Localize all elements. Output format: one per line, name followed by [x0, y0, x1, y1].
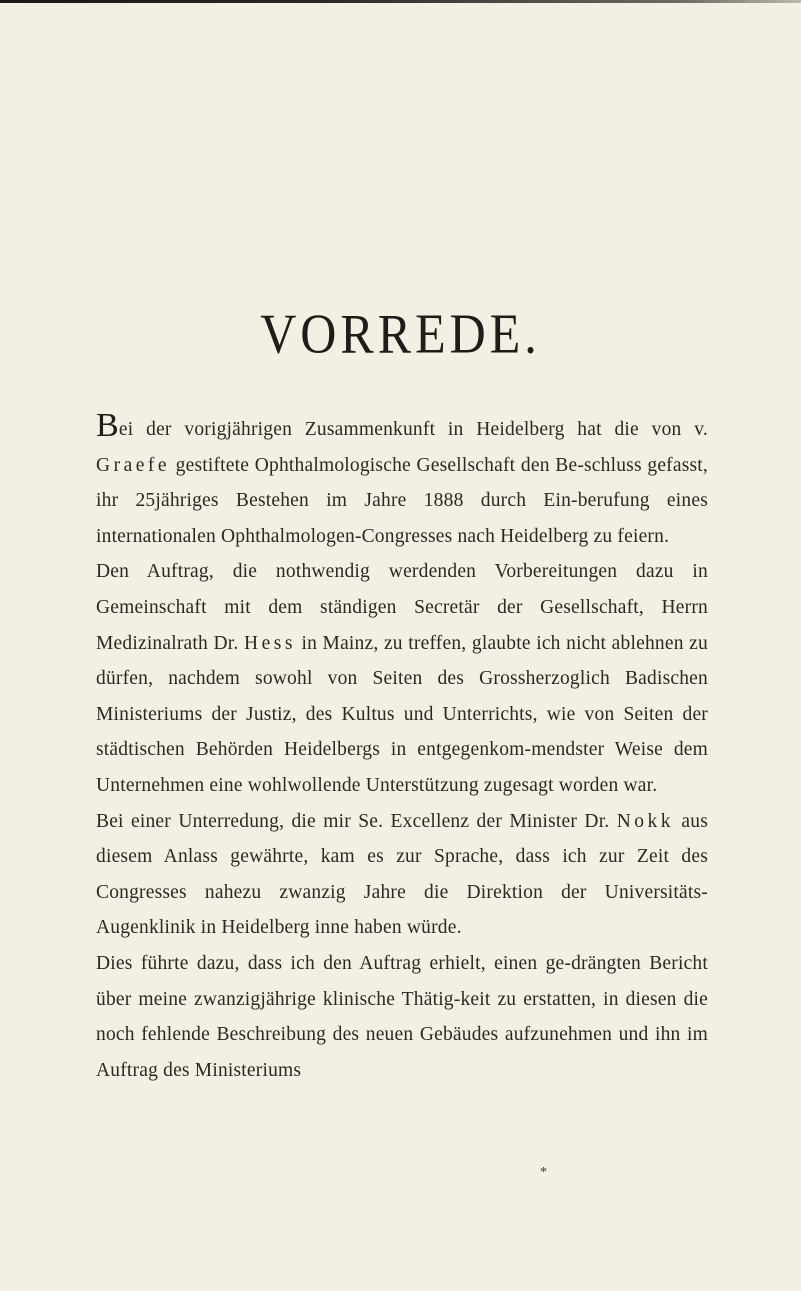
- paragraph-2-part-3: in Mainz, zu treffen, glaubte ich nicht ablehnen zu dürfen, nachdem sowohl von Seiten des Grossherzoglich Badischen Ministeriums der Justiz, des Kultus und Unterrichts, wie von Seiten der städtischen Behörden Heidelbergs in entgegenkom-mendster Weise dem Unternehmen eine wohlwollende Unterstützung zugesagt worden war.: [96, 632, 708, 796]
- body-text: [96, 407, 708, 1088]
- paragraph-1: [96, 407, 708, 554]
- name-nokk: Nokk: [616, 810, 675, 832]
- paragraph-1-part-3: gestiftete Ophthalmologische Gesellschaft den Be-schluss gefasst, ihr 25jähriges Bestehen im Jahre 1888 durch Ein-berufung eines internationalen Ophthalmologen-Congresses nach Heidelberg zu feiern.: [96, 454, 708, 547]
- paragraph-1-part-1: ei der vorigjährigen Zusammenkunft in Heidelberg hat die von v.: [118, 419, 708, 440]
- page-title: VORREDE.: [260, 302, 541, 365]
- name-hess: Hess: [244, 632, 296, 654]
- paragraph-4: [96, 946, 708, 1088]
- top-edge-rule: [0, 0, 801, 3]
- drop-cap: B: [96, 407, 119, 444]
- name-graefe: Graefe: [96, 454, 171, 476]
- paragraph-3-part-3: aus diesem Anlass gewährte, kam es zur Sprache, dass ich zur Zeit des Congresses nahezu zwanzig Jahre die Direktion der Universitäts-Augenklinik in Heidelberg inne haben würde.: [96, 810, 708, 939]
- paragraph-3: [96, 804, 708, 946]
- paragraph-4-part-1: Dies führte dazu, dass ich den Auftrag erhielt, einen ge-drängten Bericht über meine zwanzigjährige klinische Thätig-keit zu erstatten, in diesen die noch fehlende Beschreibung des neuen Gebäudes aufzunehmen und ihn im Auftrag des Ministeriums: [96, 952, 708, 1081]
- paragraph-2: [96, 554, 708, 803]
- signature-mark: *: [540, 1165, 547, 1180]
- paragraph-3-part-1: Bei einer Unterredung, die mir Se. Excellenz der Minister Dr.: [96, 810, 617, 832]
- paragraph-2-part-1: Den Auftrag, die nothwendig werdenden Vorbereitungen dazu in Gemeinschaft mit dem ständigen Secretär der Gesellschaft, Herrn Medizinalrath Dr.: [96, 561, 708, 654]
